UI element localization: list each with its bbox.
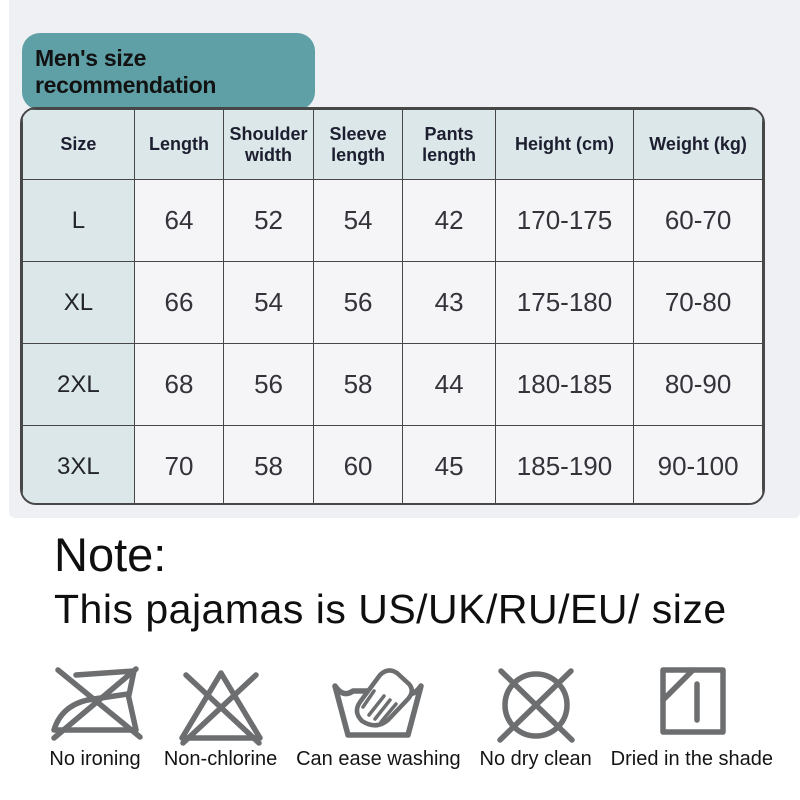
column-header-sleeve-length: Sleeve length <box>313 110 403 180</box>
cell-pants: 42 <box>403 180 495 262</box>
care-item-can-ease-washing <box>296 658 461 771</box>
cell-height: 175-180 <box>495 262 633 344</box>
care-item-no-ironing <box>45 658 145 771</box>
care-label: Dried in the shade <box>610 748 773 770</box>
column-header-shoulder-width: Shoulder width <box>224 110 314 180</box>
cell-shoulder: 56 <box>224 344 314 426</box>
size-recommendation-badge <box>22 33 315 110</box>
cell-weight: 80-90 <box>634 344 763 426</box>
table-row-xl <box>23 262 763 344</box>
cell-length: 66 <box>134 262 224 344</box>
cell-height: 180-185 <box>495 344 633 426</box>
no-ironing-icon <box>45 658 145 746</box>
table-row-l <box>23 180 763 262</box>
cell-height: 170-175 <box>495 180 633 262</box>
column-header-height: Height (cm) <box>495 110 633 180</box>
cell-size: XL <box>23 262 135 344</box>
cell-size: 2XL <box>23 344 135 426</box>
care-item-no-dry-clean <box>480 658 592 771</box>
cell-shoulder: 58 <box>224 426 314 506</box>
can-ease-washing-icon <box>328 658 428 746</box>
cell-length: 64 <box>134 180 224 262</box>
cell-shoulder: 52 <box>224 180 314 262</box>
dried-in-the-shade-icon <box>642 658 742 746</box>
cell-pants: 43 <box>403 262 495 344</box>
cell-length: 70 <box>134 426 224 506</box>
cell-length: 68 <box>134 344 224 426</box>
column-header-length: Length <box>134 110 224 180</box>
note-section <box>54 528 727 633</box>
cell-height: 185-190 <box>495 426 633 506</box>
cell-sleeve: 54 <box>313 180 403 262</box>
cell-weight: 60-70 <box>634 180 763 262</box>
cell-sleeve: 60 <box>313 426 403 506</box>
non-chlorine-icon <box>171 658 271 746</box>
care-item-non-chlorine <box>164 658 277 771</box>
table-row-3xl <box>23 426 763 506</box>
badge-title: Men's size recommendation <box>35 44 217 98</box>
column-header-size: Size <box>23 110 135 180</box>
cell-size: L <box>23 180 135 262</box>
table-row-2xl <box>23 344 763 426</box>
cell-sleeve: 56 <box>313 262 403 344</box>
cell-pants: 44 <box>403 344 495 426</box>
care-item-dried-in-the-shade <box>611 658 773 771</box>
column-header-pants-length: Pants length <box>403 110 495 180</box>
cell-size: 3XL <box>23 426 135 506</box>
no-dry-clean-icon <box>486 658 586 746</box>
cell-pants: 45 <box>403 426 495 506</box>
table-header-row <box>23 110 763 180</box>
note-heading: Note: <box>54 528 167 581</box>
column-header-weight: Weight (kg) <box>634 110 763 180</box>
cell-shoulder: 54 <box>224 262 314 344</box>
care-label: Non-chlorine <box>163 748 278 770</box>
care-label: No ironing <box>49 748 141 770</box>
cell-sleeve: 58 <box>313 344 403 426</box>
size-table <box>20 107 765 505</box>
cell-weight: 90-100 <box>634 426 763 506</box>
cell-weight: 70-80 <box>634 262 763 344</box>
care-label: Can ease washing <box>296 748 461 770</box>
care-label: No dry clean <box>479 748 592 770</box>
size-table-grid <box>22 109 763 505</box>
care-symbols-row <box>45 658 773 771</box>
note-text: This pajamas is US/UK/RU/EU/ size <box>54 586 727 633</box>
